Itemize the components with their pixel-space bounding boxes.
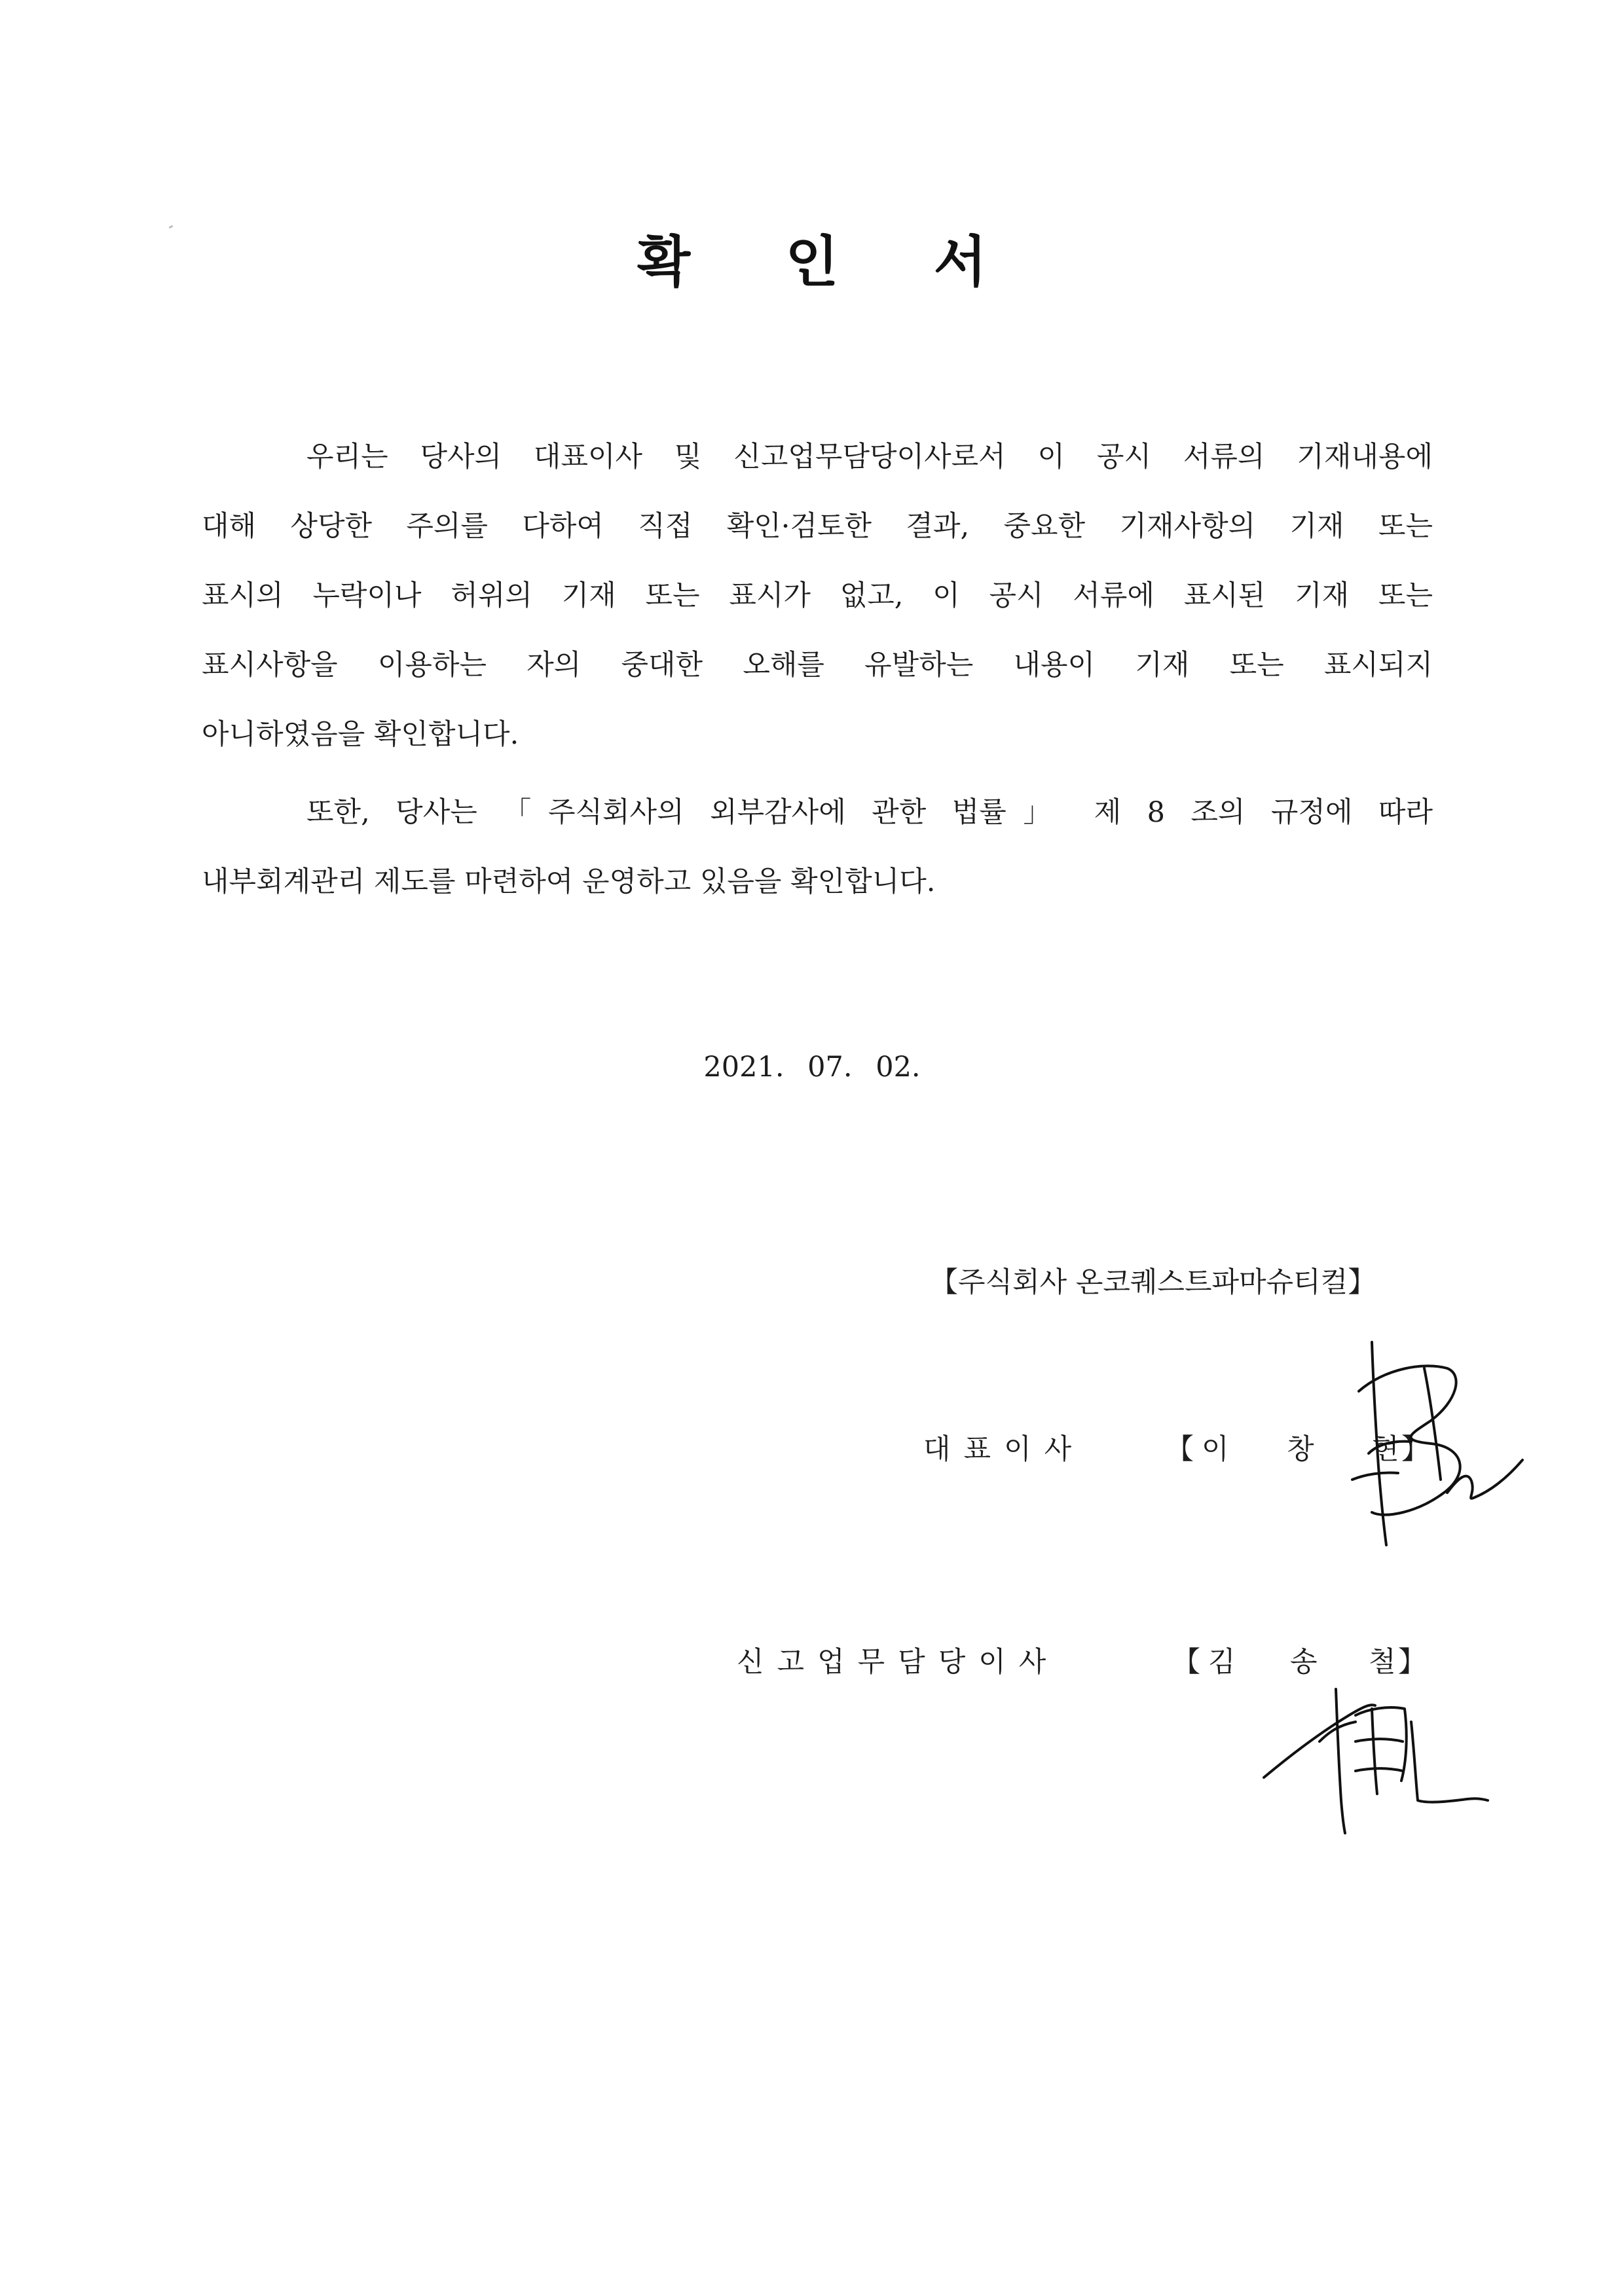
paragraph-line: 대해 상당한 주의를 다하여 직접 확인·검토한 결과, 중요한 기재사항의 기재 또는 [202,510,1433,543]
disclosure-officer-role-label: 신고업무담당이사 [737,1646,1060,1679]
name-char: 현 [1372,1433,1399,1466]
paragraph-line: 또한, 당사는 「주식회사의 외부감사에 관한 법률」 제 8 조의 규정에 따라 [306,796,1433,829]
scan-speck [169,225,174,229]
document-date: 2021. 07. 02. [703,1051,921,1084]
paragraph-line: 내부회계관리 제도를 마련하여 운영하고 있음을 확인합니다. [202,866,936,898]
name-char: 송 [1290,1646,1318,1679]
confirmation-paragraph [202,422,1433,769]
paragraph-line: 표시사항을 이용하는 자의 중대한 오해를 유발하는 내용이 기재 또는 표시되지 [202,649,1433,682]
ceo-role-label: 대표이사 [923,1433,1085,1466]
name-char: 이 [1202,1433,1229,1466]
paragraph-line: 표시의 누락이나 허위의 기재 또는 표시가 없고, 이 공시 서류에 표시된 기재 또는 [202,579,1433,612]
bracket-close: 】 [1398,1646,1426,1679]
disclosure-officer-signature-row [0,1640,1624,1679]
paragraph-line: 아니하였음을 확인합니다. [202,718,519,751]
name-char: 김 [1208,1646,1236,1679]
paragraph-line: 우리는 당사의 대표이사 및 신고업무담당이사로서 이 공시 서류의 기재내용에 [306,441,1433,473]
bracket-open: 【 [1172,1646,1200,1679]
ceo-signature-row [0,1427,1624,1467]
company-name: 【주식회사 온코퀘스트파마슈티컬】 [930,1266,1376,1299]
document-title: 확 인 서 [637,230,1025,294]
name-char: 창 [1287,1433,1314,1466]
bracket-close: 】 [1401,1433,1430,1466]
ceo-name [1166,1427,1430,1467]
bracket-open: 【 [1166,1433,1194,1466]
name-char: 철 [1369,1646,1396,1679]
internal-control-paragraph [202,778,1433,917]
disclosure-officer-name [1172,1640,1426,1680]
